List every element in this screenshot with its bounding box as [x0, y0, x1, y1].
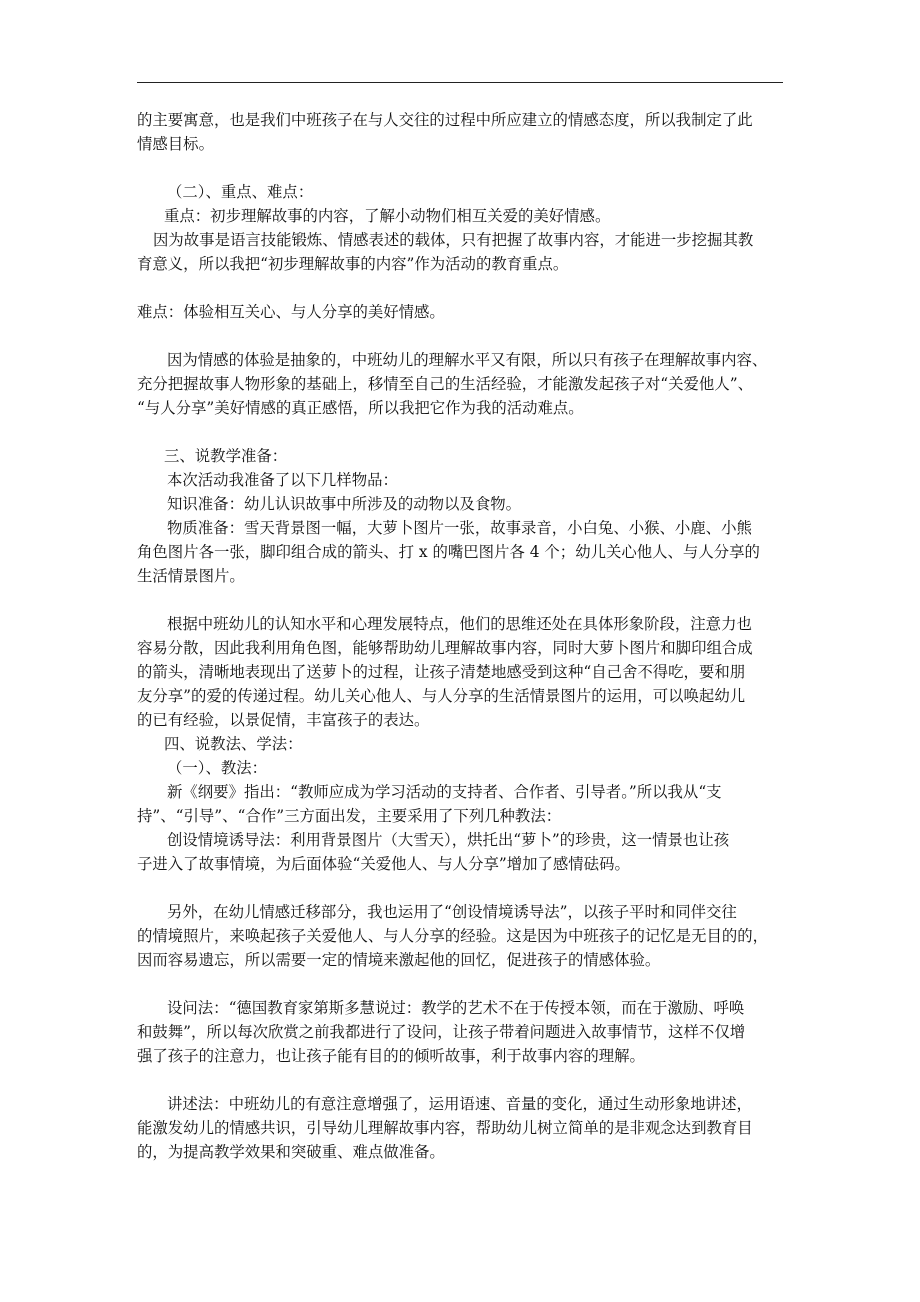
- text-line: 子进入了故事情境，为后面体验“关爱他人、与人分享”增加了感情砝码。: [137, 855, 630, 873]
- text-line: 根据中班幼儿的认知水平和心理发展特点，他们的思维还处在具体形象阶段，注意力也: [167, 615, 752, 633]
- text-line: 物质准备：雪天背景图一幅，大萝卜图片一张，故事录音，小白兔、小猴、小鹿、小熊: [167, 519, 752, 537]
- text-line: 持”、“引导”、“合作”三方面出发，主要采用了下列几种教法：: [137, 807, 562, 825]
- text-line: 和鼓舞”，所以每次欣赏之前我都进行了设问，让孩子带着问题进入故事情节，这样不仅增: [137, 1023, 746, 1041]
- text-line: 的，为提高教学效果和突破重、难点做准备。: [137, 1143, 445, 1161]
- text-line: “与人分享”美好情感的真正感悟，所以我把它作为我的活动难点。: [137, 399, 584, 417]
- text-line: 创设情境诱导法：利用背景图片（大雪天），烘托出“萝卜”的珍贵，这一情景也让孩: [167, 831, 730, 849]
- text-line: 的情境照片，来唤起孩子关爱他人、与人分享的经验。这是因为中班孩子的记忆是无目的的，: [137, 927, 769, 945]
- text-line: 的已有经验，以景促情，丰富孩子的表达。: [137, 711, 430, 729]
- text-line: 生活情景图片。: [137, 567, 245, 585]
- section-heading: （一）、教法：: [167, 759, 268, 777]
- text-line: 新《纲要》指出：“教师应成为学习活动的支持者、合作者、引导者。”所以我从“支: [167, 783, 722, 801]
- header-rule: [137, 82, 783, 83]
- text-line: 的主要寓意，也是我们中班孩子在与人交往的过程中所应建立的情感态度，所以我制定了此: [137, 111, 753, 129]
- text-line: 强了孩子的注意力，也让孩子能有目的的倾听故事，利于故事内容的理解。: [137, 1047, 645, 1065]
- text-line: 难点：体验相互关心、与人分享的美好情感。: [137, 303, 445, 321]
- section-heading: 三、说教学准备：: [164, 447, 288, 465]
- text-line: 因为情感的体验是抽象的，中班幼儿的理解水平又有限，所以只有孩子在理解故事内容、: [167, 351, 768, 369]
- text-line: 容易分散，因此我利用角色图，能够帮助幼儿理解故事内容，同时大萝卜图片和脚印组合成: [137, 639, 753, 657]
- text-line: 知识准备：幼儿认识故事中所涉及的动物以及食物。: [167, 495, 521, 513]
- text-line: 情感目标。: [137, 135, 214, 153]
- text-line: 因为故事是语言技能锻炼、情感表述的载体，只有把握了故事内容，才能进一步挖掘其教: [153, 231, 754, 249]
- text-line: 能激发幼儿的情感共识，引导幼儿理解故事内容，帮助幼儿树立简单的是非观念达到教育目: [137, 1119, 753, 1137]
- text-line: 角色图片各一张，脚印组合成的箭头、打 x 的嘴巴图片各 4 个；幼儿关心他人、与人分享的: [137, 543, 760, 561]
- text-line: 设问法：“德国教育家第斯多慧说过：教学的艺术不在于传授本领，而在于激励、呼唤: [167, 999, 745, 1017]
- text-line: 讲述法：中班幼儿的有意注意增强了，运用语速、音量的变化，通过生动形象地讲述，: [167, 1095, 752, 1113]
- text-line: 本次活动我准备了以下几样物品：: [167, 471, 398, 489]
- text-line: 因而容易遗忘，所以需要一定的情境来激起他的回忆，促进孩子的情感体验。: [137, 951, 661, 969]
- document-body: [137, 108, 787, 1164]
- text-line: 重点：初步理解故事的内容，了解小动物们相互关爱的美好情感。: [164, 207, 611, 225]
- text-line: 充分把握故事人物形象的基础上，移情至自己的生活经验，才能激发起孩子对“关爱他人”、: [137, 375, 753, 393]
- text-line: 育意义，所以我把“初步理解故事的内容”作为活动的教育重点。: [137, 255, 569, 273]
- text-line: 的箭头，清晰地表现出了送萝卜的过程，让孩子清楚地感受到这种“自己舍不得吃，要和朋: [137, 663, 746, 681]
- section-heading: （二）、重点、难点：: [167, 183, 314, 201]
- text-line: 友分享”的爱的传递过程。幼儿关心他人、与人分享的生活情景图片的运用，可以唤起幼儿: [137, 687, 746, 705]
- text-line: 另外，在幼儿情感迁移部分，我也运用了“创设情境诱导法”，以孩子平时和同伴交往: [167, 903, 737, 921]
- section-heading: 四、说教法、学法：: [164, 735, 303, 753]
